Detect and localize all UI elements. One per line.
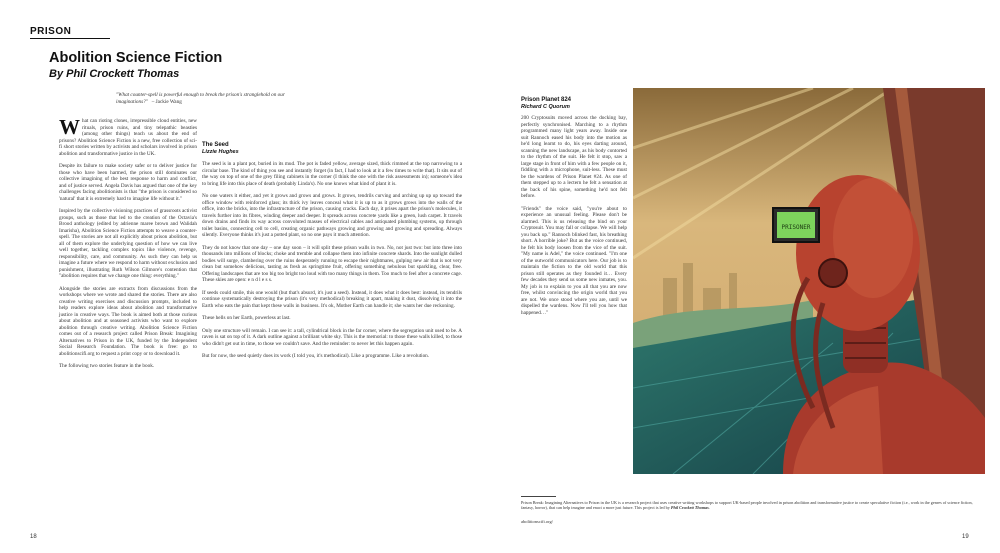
story-seed-column bbox=[202, 142, 462, 366]
story-paragraph: The seed is in a plant pot, buried in its mud. The pot is faded yellow, average sized, thick rimmed at the top narrowing to a circular base. The kind of thing you see and instantly forget (in fact, I had to look at it a few times to write that). It sits out of the way on top of one of the grey filing cabinets in the corner (I think the one with the risk assessments in); someone's idea to bring life into this place of death (probably Linda's). No one knows what kind of plant it is. bbox=[202, 161, 462, 187]
section-rule bbox=[30, 38, 110, 39]
intro-paragraph: What can rioting clones, irrepressible cloud entities, new rituals, prison ruins, and tiny telepathic beasties (among other things) teach us about the end of prisons? Abolition Science Fiction is a new, free collection of sci-fi short stories written by activists and scholars involved in prison abolition and transformative justice in the UK. bbox=[59, 115, 197, 157]
intro-paragraph: Despite its failure to make society safer or to deliver justice for those who have been harmed, the prison still dominates our collective imagining of the best response to harm and conflict, and of justice served. Angela Davis has argued that one of the key challenges facing abolitionists is that "the prison is considered so 'natural' that it is extremely hard to imagine life without it." bbox=[59, 163, 197, 202]
article-title: Abolition Science Fiction bbox=[49, 50, 223, 66]
story-planet-author: Richard C Quorum bbox=[521, 103, 570, 110]
story-paragraph: 200 Cryptosuits moved across the docking bay, perfectly synchronised. Marching to a rhythm programmed many light years away. Inside one suit Rannoch eased his body into the motion as he'd long learnt to do, his eyes darting around, scanning the new landscape, as his body contorted to the rhythm of the suit. He felt it stop, saw a large stage in front of him with a few people on it, fiddling with a microphone, suit-less. These must be the wardens of Prison Planet #24. As one of them stepped up to a lectern he felt a sensation at the back of his spine, something he'd not felt before. bbox=[521, 115, 627, 199]
story-planet-body bbox=[521, 115, 627, 316]
intro-column bbox=[59, 115, 197, 376]
story-paragraph: If seeds could smile, this one would (but that's absurd, it's just a seed). Instead, it does what it does best: instead, its tendrils continue systematically destroying the prison (it's very methodical) breaking it apart, making it dust, dissolving it into the Earth who eats the pain that kept these walls in business. It's ok, Mother Earth can handle it; she wants her due reckoning. bbox=[202, 289, 462, 309]
footnote-rule bbox=[521, 496, 556, 497]
page-number-right: 19 bbox=[962, 534, 969, 540]
footnote-author: Phil Crockett Thomas bbox=[670, 505, 709, 511]
epigraph-quote: "What counter-spell is powerful enough to break the prison's stranglehold on our imaginations?" bbox=[116, 92, 285, 105]
story-paragraph: No one waters it either, and yet it grows and grows and grows. It grows, tendrils curving and arching up up up toward the office window with reinforced glass; its thick ivy leaves conceal what it is up to as it grows grows into the walls of the office, into the bricks, into the infrastructure of the prison, causing cracks. Each day, it prises apart the prison's molecules, it travels further into its fibres, winding deeper and deeper. It spreads across concrete yards like a green, lush carpet. It travels down drains and finds its way across convoluted masses of electrical cables and antiquated plumbing systems, up through toilet basins, connecting cell to cell, creating organic pathways growing and growing and growing and spreading. Always silently. Everyone thinks it's just a potted plant, so no one pays it much attention. bbox=[202, 193, 462, 238]
story-paragraph: They do not know that one day – one day soon – it will split these prison walls in two. No, not just two: but into three into thousands into millions of blocks; choke and tremble and collapse them into infinite concrete shards. Into the sunlight dulled bodies will surge, clambering over the ruins desperately running to escape their nightmares, gulping new air that is not very clean but somehow delicious, tasting as fresh as springtime fruit, offering something nebulous but sparkling, clear, free. Offering landscapes that are too big too bright too loud with too many things in them. Too much to feel after a concrete cage. These skies are open: e n d l e s s. bbox=[202, 244, 462, 283]
cryptosuit-illustration bbox=[633, 88, 985, 474]
footnote-end: . bbox=[708, 505, 710, 511]
article-byline: By Phil Crockett Thomas bbox=[49, 68, 180, 80]
footnote-text: Prison Break: Imagining Alternatives to Prison in the UK is a research project that uses creative writing workshops to support UK-based people involved in prison abolition and transformative justice to create speculative fiction (i.e., work in the genres of science fiction, fantasy, horror), that can help imagine and enact a more just future. This project is led by bbox=[521, 500, 973, 511]
page-number-left: 18 bbox=[30, 534, 37, 540]
intro-paragraph: Alongside the stories are extracts from discussions from the workshops where we wrote and shared the stories. There are also creative writing exercises and discussion prompts, included to help readers explore ideas about abolition and transformative justice in creative ways. The book is aimed both at those curious about abolition and at seasoned activists who want to explore abolition through creative writing. Abolition Science Fiction comes out of a research project called Prison Break: Imagining Alternatives to Prison in the UK, funded by the Independent Social Research Foundation. The book is free: go to abolitionscifi.org to request a print copy or to download it. bbox=[59, 285, 197, 357]
story-seed-heading: The Seed bbox=[202, 142, 229, 148]
story-seed-body bbox=[202, 161, 462, 360]
story-paragraph: "Friends" the voice said, "you're about to experience an unusual feeling. Please don't be alarmed. This is us releasing the bind on your Cryptosuit. You may fall or collapse. We will help you back up." Rannoch blinked fast, his breathing short. A horrible joke? But as the voice continued, he felt his body loosen from the vice of the suit. "My name is Adel," the voice continued. "I'm one of the outworld communicators here. Our job is to maintain the fiction to the old world that this prison still operates as they founded it… Every few decades they send us some new inmates, you. My job is to explain to you all that you are now free, whilst convincing the origin world that you are not. We once stood where you are, until we dispelled the wardens. Now I'll tell you how that happened…" bbox=[521, 205, 627, 316]
footnote bbox=[521, 500, 981, 511]
story-seed-author: Lizzie Hughes bbox=[202, 148, 239, 155]
intro-paragraph: Inspired by the collective visioning practices of grassroots activist groups, such as those that led to the creation of the Octavia's Brood anthology (edited by adrienne maree brown and Walidah Imarisha), Abolition Science Fiction attempts to weave a counter-spell. The stories are not all explicitly about prison abolition, but all of them explore the underlying question of how we can live well together, tackling complex topics like violence, revenge, responsibility, care, and community. As such they can help us imagine a future where we respond to harm without exclusion and punishment, illustrating Ruth Wilson Gilmore's contention that "abolition requires that we change one thing: everything." bbox=[59, 208, 197, 279]
intro-paragraph: The following two stories feature in the book. bbox=[59, 363, 155, 369]
epigraph bbox=[116, 92, 296, 106]
website-link[interactable]: abolitionscifi.org/ bbox=[521, 519, 554, 524]
story-planet-column bbox=[521, 97, 627, 322]
story-planet-heading: Prison Planet 824 bbox=[521, 97, 572, 103]
dropcap: W bbox=[59, 115, 80, 139]
section-label: PRISON bbox=[30, 26, 72, 37]
epigraph-attribution: – Jackie Wang bbox=[151, 99, 182, 105]
story-paragraph: Only one structure will remain. I can see it: a tall, cylindrical block in the far corner, where the segregation unit used to be. A raven is sat on top of it. A dark outline against a brilliant white sky. This is the memorial: to those these walls killed, to those who didn't get out in time, to those we couldn't save. And the reminder: to never let this happen again. bbox=[202, 327, 462, 347]
screen-label: PRISONER bbox=[781, 224, 811, 231]
story-paragraph: These hells on her Earth, powerless at last. bbox=[202, 315, 291, 321]
story-paragraph: But for now, the seed quietly does its work (I told you, it's methodical). Like a programme. Like a revolution. bbox=[202, 353, 430, 359]
